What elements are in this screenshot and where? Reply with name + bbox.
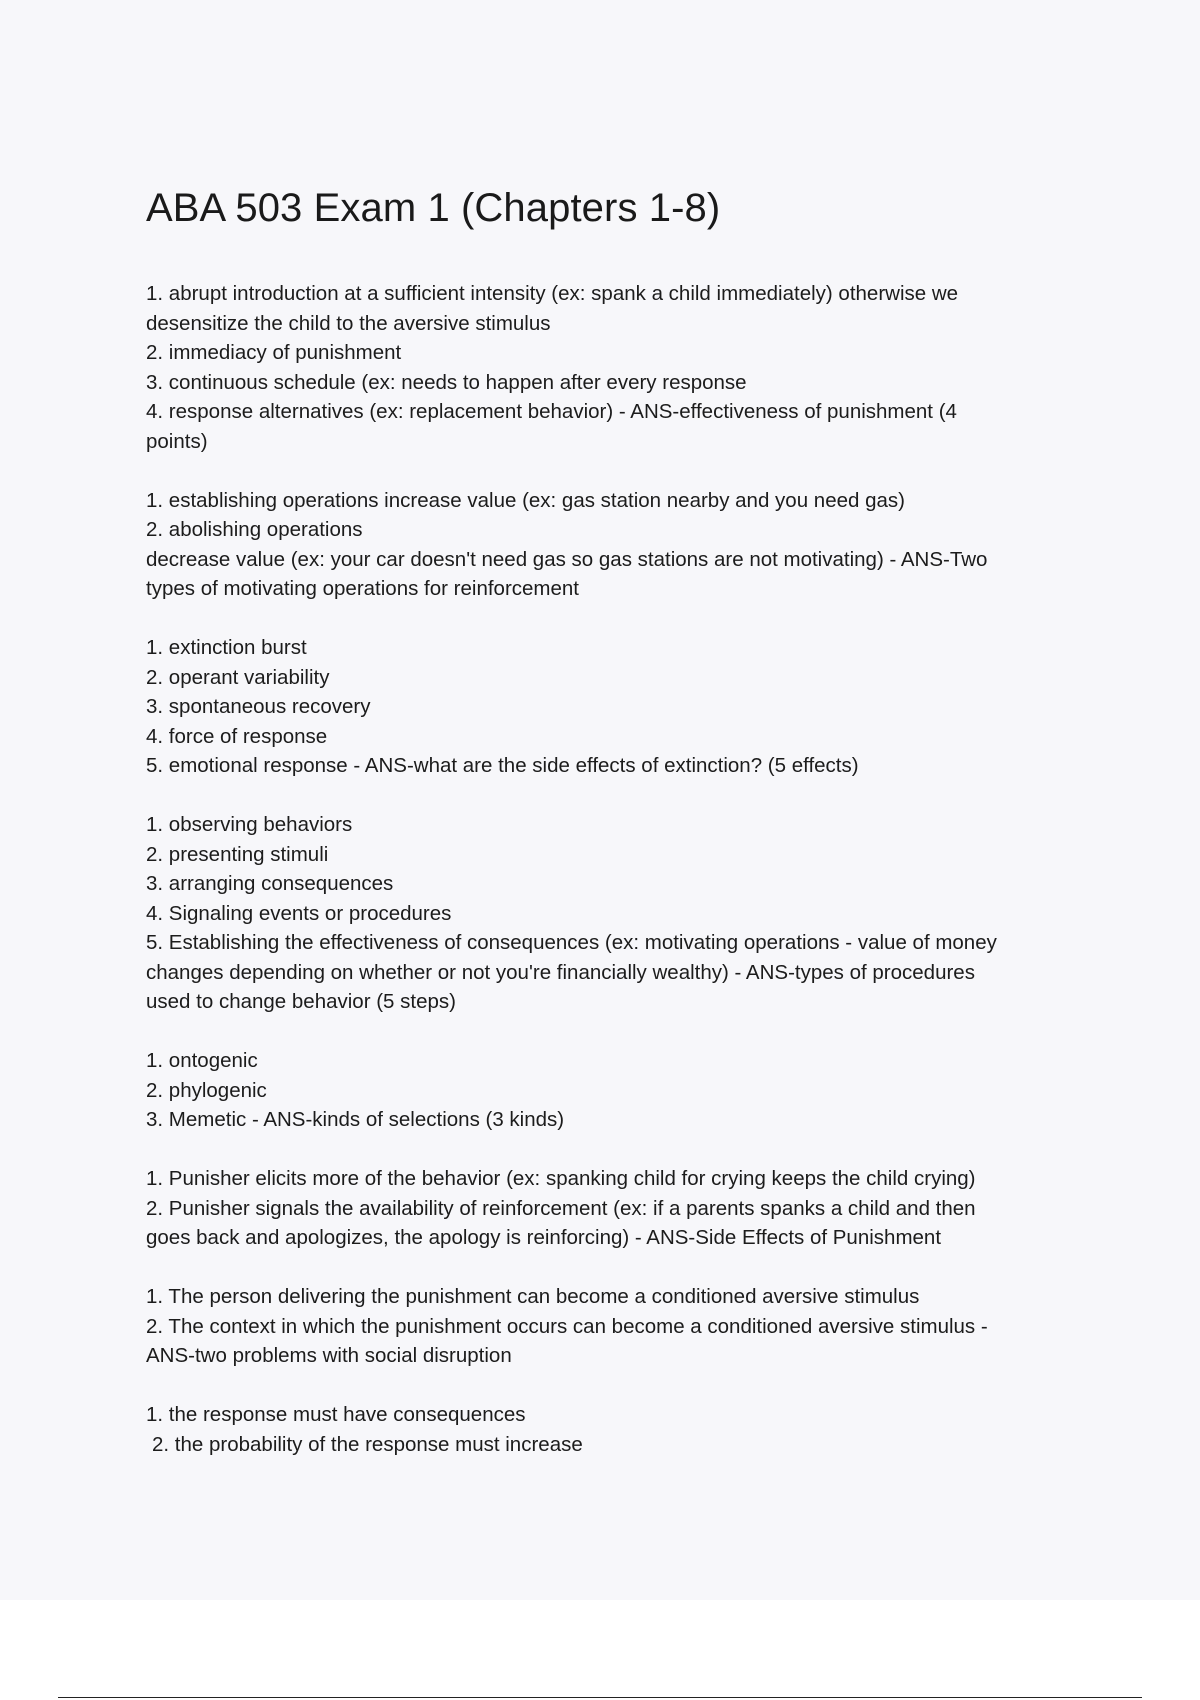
card-line: desensitize the child to the aversive stimulus bbox=[146, 311, 551, 335]
flashcard-2 bbox=[146, 486, 1086, 604]
card-line: 1. abrupt introduction at a sufficient intensity (ex: spank a child immediately) otherwise we bbox=[146, 282, 959, 305]
flashcard-7 bbox=[146, 1282, 1086, 1371]
card-line: 2. Punisher signals the availability of reinforcement (ex: if a parents spanks a child and then bbox=[146, 1196, 976, 1220]
card-line: 3. continuous schedule (ex: needs to happen after every response bbox=[146, 370, 747, 394]
flashcard-3 bbox=[146, 633, 1086, 781]
card-line: 2. abolishing operations bbox=[146, 518, 363, 541]
flashcard-1 bbox=[146, 279, 1086, 456]
card-line: goes back and apologizes, the apology is reinforcing) - ANS-Side Effects of Punishment bbox=[146, 1226, 942, 1249]
card-line: changes depending on whether or not you're financially wealthy) - ANS-types of procedures bbox=[146, 960, 975, 984]
card-line: 2. operant variability bbox=[146, 665, 330, 689]
card-line: 5. emotional response - ANS-what are the side effects of extinction? (5 effects) bbox=[146, 754, 859, 777]
card-line: 1. ontogenic bbox=[146, 1049, 258, 1072]
card-line: decrease value (ex: your car doesn't need gas so gas stations are not motivating) - ANS-Two bbox=[146, 547, 988, 571]
card-line: points) bbox=[146, 429, 208, 453]
document-title: ABA 503 Exam 1 (Chapters 1-8) bbox=[146, 186, 721, 230]
footer-divider bbox=[58, 1697, 1142, 1698]
card-line: 1. establishing operations increase value (ex: gas station nearby and you need gas) bbox=[146, 488, 905, 512]
card-line: 3. spontaneous recovery bbox=[146, 695, 371, 718]
card-line: 1. the response must have consequences bbox=[146, 1403, 526, 1426]
card-line: 4. force of response bbox=[146, 724, 328, 748]
card-line: 2. the probability of the response must increase bbox=[152, 1432, 583, 1456]
card-line: ANS-two problems with social disruption bbox=[146, 1344, 512, 1367]
card-line: 1. observing behaviors bbox=[146, 813, 353, 836]
flashcard-8 bbox=[146, 1400, 1086, 1459]
card-line: 1. extinction burst bbox=[146, 636, 307, 659]
flashcard-5 bbox=[146, 1046, 1086, 1135]
flashcard-6 bbox=[146, 1164, 1086, 1253]
flashcard-list bbox=[146, 279, 1086, 1489]
card-line: 4. Signaling events or procedures bbox=[146, 901, 452, 925]
card-line: 1. Punisher elicits more of the behavior (ex: spanking child for crying keeps the child crying) bbox=[146, 1167, 976, 1190]
card-line: 2. phylogenic bbox=[146, 1078, 267, 1102]
card-line: 2. immediacy of punishment bbox=[146, 341, 402, 364]
card-line: 4. response alternatives (ex: replacement behavior) - ANS-effectiveness of punishment (4 bbox=[146, 400, 957, 423]
card-line: types of motivating operations for reinforcement bbox=[146, 577, 579, 600]
card-line: 5. Establishing the effectiveness of consequences (ex: motivating operations - value of money bbox=[146, 931, 997, 954]
card-line: used to change behavior (5 steps) bbox=[146, 990, 456, 1013]
flashcard-4 bbox=[146, 810, 1086, 1017]
card-line: 3. Memetic - ANS-kinds of selections (3 kinds) bbox=[146, 1108, 565, 1131]
card-line: 1. The person delivering the punishment can become a conditioned aversive stimulus bbox=[146, 1285, 920, 1308]
card-line: 3. arranging consequences bbox=[146, 872, 394, 895]
card-line: 2. presenting stimuli bbox=[146, 842, 329, 866]
card-line: 2. The context in which the punishment occurs can become a conditioned aversive stimulus - bbox=[146, 1314, 988, 1338]
